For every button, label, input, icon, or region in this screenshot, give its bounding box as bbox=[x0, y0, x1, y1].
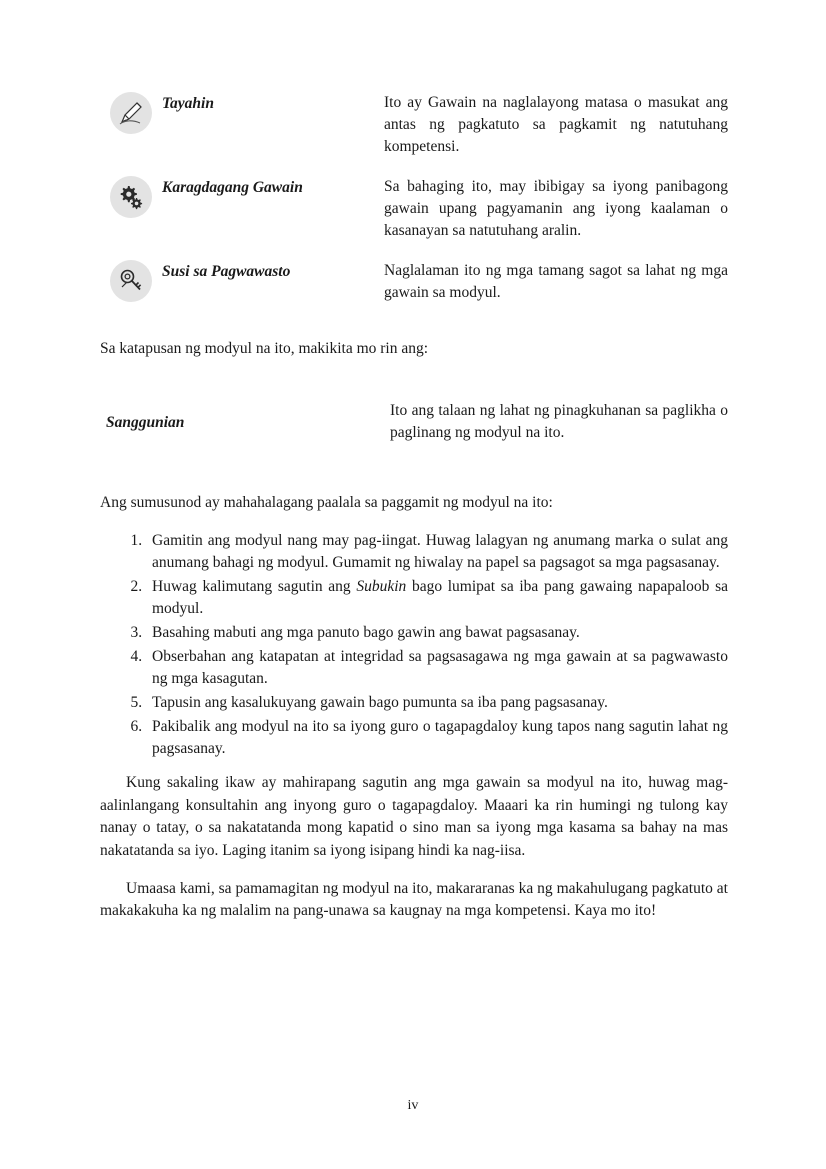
gears-icon bbox=[110, 176, 152, 218]
legend-description: Ito ay Gawain na naglalayong matasa o masukat ang antas ng pagkatuto sa pagkamit ng natutuhang kompetensi. bbox=[384, 94, 728, 155]
legend-description: Sa bahaging ito, may ibibigay sa iyong panibagong gawain upang pagyamanin ang iyong kaalaman o kasanayan sa natutuhang aralin. bbox=[384, 178, 728, 239]
list-item: 1. Gamitin ang modyul nang may pag-iingat. Huwag lalagyan ng anumang marka o sulat ang anumang bahagi ng modyul. Gumamit ng hiwalay na papel sa pagsagot sa mga pagsasanay. bbox=[146, 530, 728, 574]
reminder-intro: Ang sumusunod ay mahahalagang paalala sa paggamit ng modyul na ito: bbox=[100, 494, 553, 512]
lead-line: Sa katapusan ng modyul na ito, makikita mo rin ang: bbox=[100, 340, 429, 357]
list-item: 5. Tapusin ang kasalukuyang gawain bago pumunta sa iba pang pagsasanay. bbox=[146, 692, 728, 714]
list-item-text-part-1: Huwag kalimutang sagutin ang bbox=[152, 578, 357, 596]
closing-paragraph-2: Umaasa kami, sa pamamagitan ng modyul na ito, makararanas ka ng makahulugang pagkatuto at makakakuha ka ng malalim na pang-unawa sa kaugnay na mga kompetensi. Kaya mo ito! bbox=[100, 879, 728, 920]
list-item-emphasis: Subukin bbox=[356, 578, 407, 596]
pencil-icon bbox=[110, 92, 152, 134]
legend-description: Naglalaman ito ng mga tamang sagot sa lahat ng mga gawain sa modyul. bbox=[384, 262, 728, 301]
closing-paragraph-1: Kung sakaling ikaw ay mahirapang sagutin ang mga gawain sa modyul na ito, huwag mag-aalinlangang konsultahin ang inyong guro o tagapagdaloy. Maaari ka rin humingi ng tulong kay nanay o tatay, o sa nakatatanda mong kapatid o sino man sa iyong mga kasama sa bahay na mas nakatatanda sa iyo. Laging itanim sa iyong isipang hindi ka nag-iisa. bbox=[100, 774, 728, 859]
sanggunian-block bbox=[100, 400, 728, 444]
legend-label: Karagdagang Gawain bbox=[162, 179, 303, 196]
sanggunian-description: Ito ang talaan ng lahat ng pinagkuhanan sa paglikha o paglinang ng modyul na ito. bbox=[390, 402, 728, 442]
list-item: 3. Basahing mabuti ang mga panuto bago gawin ang bawat pagsasanay. bbox=[146, 622, 728, 644]
list-item: 6. Pakibalik ang modyul na ito sa iyong guro o tagapagdaloy kung tapos nang sagutin lahat ng pagsasanay. bbox=[146, 716, 728, 760]
page-content bbox=[100, 88, 728, 938]
legend-label: Susi sa Pagwawasto bbox=[162, 263, 291, 280]
legend-icon-cell bbox=[100, 172, 162, 218]
legend-icon-cell bbox=[100, 256, 162, 302]
sanggunian-label: Sanggunian bbox=[106, 414, 185, 432]
page-number: iv bbox=[407, 1098, 419, 1113]
legend-row bbox=[100, 88, 728, 158]
list-item bbox=[146, 576, 728, 620]
legend-label: Tayahin bbox=[162, 95, 214, 112]
list-item: 4. Obserbahan ang katapatan at integridad sa pagsasagawa ng mga gawain at sa pagwawasto ng mga kasagutan. bbox=[146, 646, 728, 690]
key-icon bbox=[110, 260, 152, 302]
legend-icon-cell bbox=[100, 88, 162, 134]
list-item-text-part-2: bago lumipat sa iba pang gawaing napapaloob sa modyul. bbox=[152, 578, 728, 618]
legend-row bbox=[100, 172, 728, 242]
reminders-list bbox=[100, 530, 728, 760]
legend-row bbox=[100, 256, 728, 304]
